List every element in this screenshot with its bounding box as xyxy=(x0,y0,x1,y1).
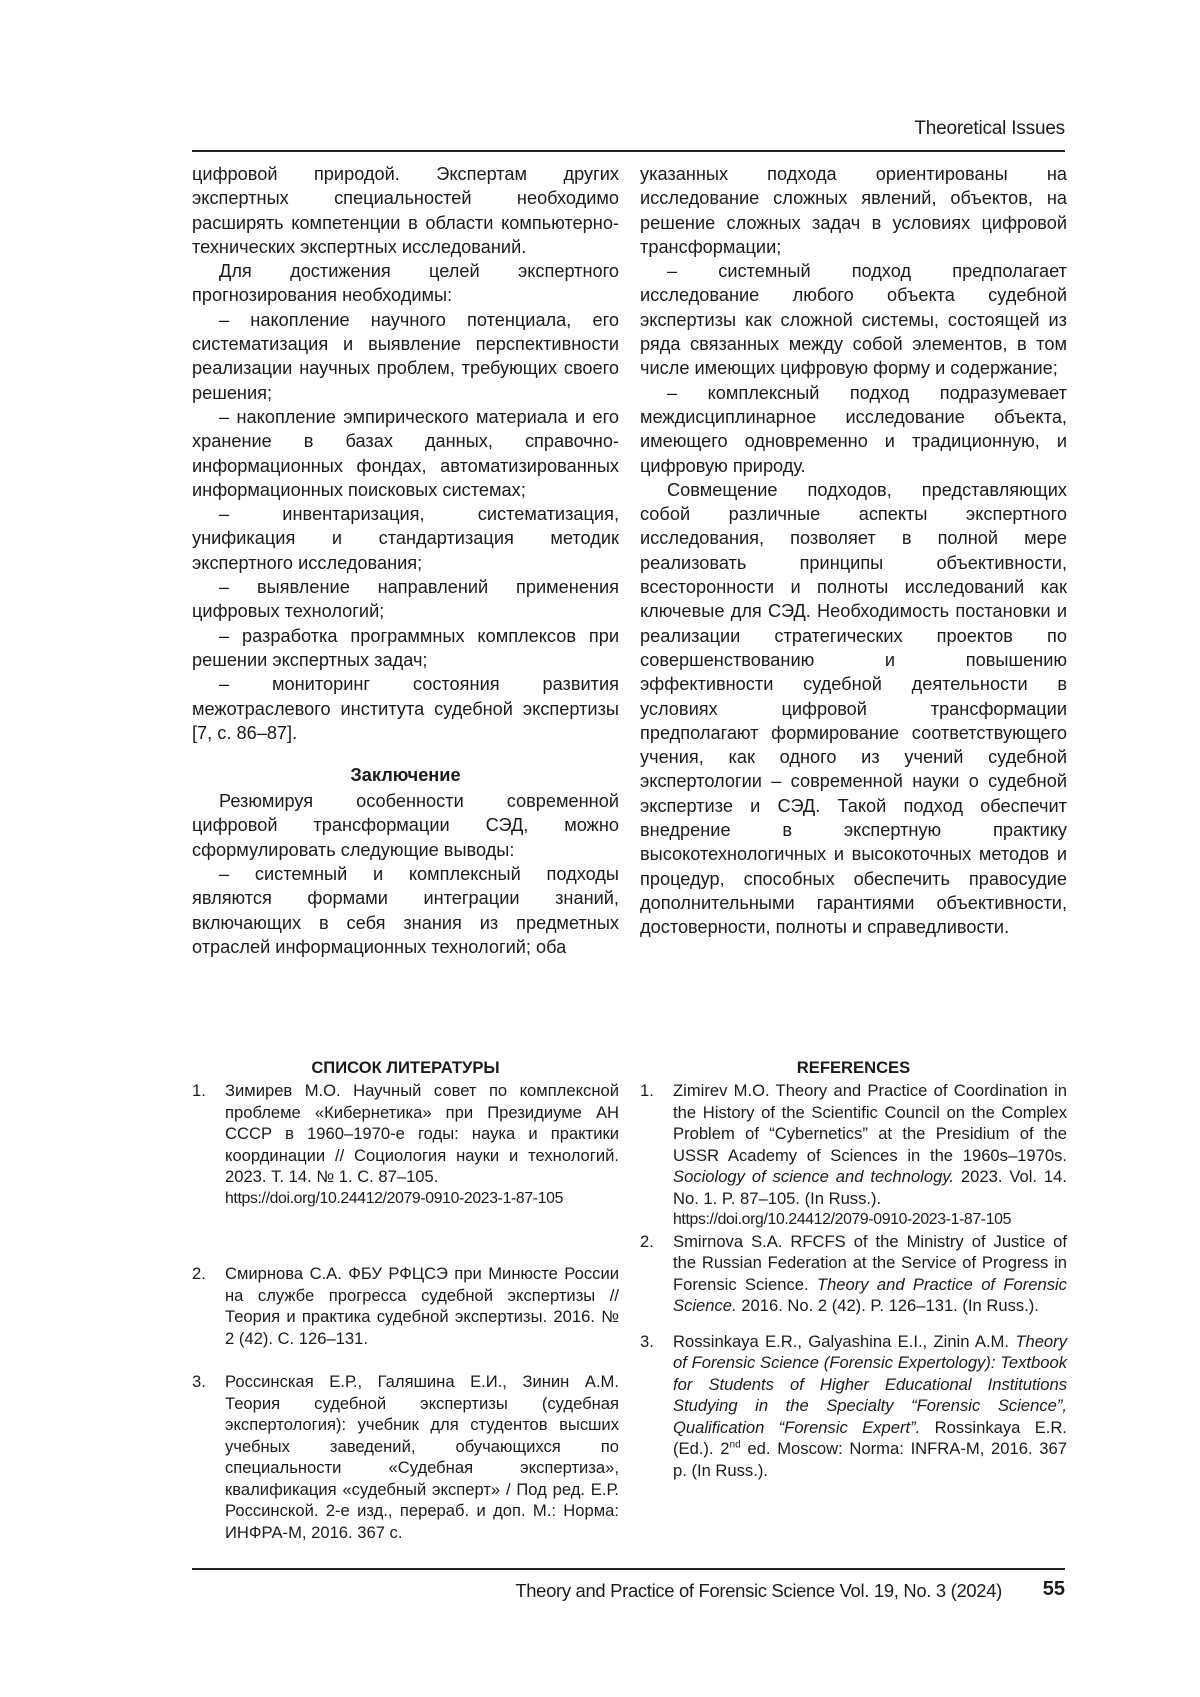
list-item: – системный подход предполагает исследование любого объекта судебной экспертизы как сложной системы, состоящей из ряда связанных между собой элементов, в том числе имеющих цифровую форму и содержание; xyxy=(640,261,1067,379)
doi-link[interactable]: https://doi.org/10.24412/2079-0910-2023-1-87-105 xyxy=(673,1211,1012,1228)
list-item: – инвентаризация, систематизация, унификация и стандартизация методик экспертного исследования; xyxy=(192,504,619,573)
paragraph: указанных подхода ориентированы на исследование сложных явлений, объектов, на решение сложных задач в условиях цифровой трансформации; xyxy=(640,164,1067,257)
reference-number: 1. xyxy=(640,1081,654,1100)
reference-text: Россинская Е.Р., Галяшина Е.И., Зинин А.М. Теория судебной экспертизы (судебная экспертология): учебник для студентов высших учебных заведений, обучающихся по специальности «Судебная экспертиза», квалификация «судебный эксперт» / Под ред. Е.Р. Россинской. 2-е изд., перераб. и доп. М.: Норма: ИНФРА-М, 2016. 367 с. xyxy=(225,1372,619,1542)
reference-item xyxy=(192,1263,619,1349)
list-item: – мониторинг состояния развития межотраслевого института судебной экспертизы [7, с. 86–87]. xyxy=(192,674,619,743)
journal-title: Sociology of science and technology. xyxy=(673,1167,954,1186)
paragraph: Для достижения целей экспертного прогнозирования необходимы: xyxy=(192,261,619,306)
list-item: – выявление направлений применения цифровых технологий; xyxy=(192,577,619,622)
reference-item xyxy=(640,1331,1067,1482)
doi-link[interactable]: https://doi.org/10.24412/2079-0910-2023-1-87-105 xyxy=(225,1189,564,1207)
page-number: 55 xyxy=(1042,1578,1065,1600)
references-en xyxy=(640,1057,1067,1481)
list-item: – разработка программных комплексов при решении экспертных задач; xyxy=(192,625,619,670)
reference-item xyxy=(192,1371,619,1543)
list-item: – накопление эмпирического материала и его хранение в базах данных, справочно-информационных фондах, автоматизированных информационных поисковых системах; xyxy=(192,406,619,500)
list-item: – системный и комплексный подходы являются формами интеграции знаний, включающих в себя знания из предметных отраслей информационных технологий; оба xyxy=(192,864,619,957)
footer-journal-title: Theory and Practice of Forensic Science Vol. 19, No. 3 (2024) xyxy=(515,1580,1002,1601)
running-head: Theoretical Issues xyxy=(914,118,1065,139)
book-title: Theory of Forensic Science (Forensic Expertology): Textbook for Students of Higher Educational Institutions Studying in the Specialty “Forensic Science”, Qualification “Forensic Expert”. xyxy=(673,1331,1067,1437)
reference-item xyxy=(192,1080,619,1209)
left-text-column xyxy=(192,162,619,959)
reference-text: Смирнова С.А. ФБУ РФЦСЭ при Минюсте России на службе прогресса судебной экспертизы // Теория и практика судебной экспертизы. 2016. № 2 (42). С. 126–131. xyxy=(225,1264,619,1348)
references-ru xyxy=(192,1057,619,1543)
conclusion-heading: Заключение xyxy=(350,765,461,786)
paragraph: Резюмируя особенности современной цифровой трансформации СЭД, можно сформулировать следующие выводы: xyxy=(192,791,619,860)
right-text-column xyxy=(640,162,1067,940)
reference-text: Zimirev M.O. Theory and Practice of Coordination in the History of the Scientific Council on the Complex Problem of “Cybernetics” at the Presidium of the USSR Academy of Sciences in the 1960s–1970s. Sociology of science and technology. 2023. Vol. 14. No. 1. P. 87–105. (In Russ.). xyxy=(673,1081,1067,1208)
header-divider xyxy=(192,150,1065,152)
footer-divider xyxy=(192,1568,1065,1570)
reference-text: Smirnova S.A. RFCFS of the Ministry of Justice of the Russian Federation at the Service of Progress in Forensic Science. Theory and Practice of Forensic Science. 2016. No. 2 (42). P. 126–131. (In Russ.). xyxy=(673,1231,1067,1315)
list-item: – комплексный подход подразумевает междисциплинарное исследование объекта, имеющего одновременно и традиционную, и цифровую природу. xyxy=(640,382,1067,476)
journal-title: Theory and Practice of Forensic Science. xyxy=(673,1274,1067,1315)
reference-number: 2. xyxy=(192,1264,206,1283)
reference-text: Rossinkaya E.R., Galyashina E.I., Zinin A.M. Theory of Forensic Science (Forensic Expertology): Textbook for Students of Higher Educational Institutions Studying in the Specialty “Forensic Science”, Qualification “Forensic Expert”. Rossinkaya E.R. (Ed.). 2nd ed. Moscow: Norma: INFRA-M, 2016. 367 p. (In Russ.). xyxy=(673,1331,1067,1480)
paragraph: Совмещение подходов, представляющих собой различные аспекты экспертного исследования, позволяет в полной мере реализовать принципы объективности, всесторонности и полноты исследований как ключевые для СЭД. Необходимость постановки и реализации стратегических проектов по совершенствованию и повышению эффективности судебной деятельности в условиях цифровой трансформации предполагают формирование соответствующего учения, как одного из учений судебной экспертологии – современной науки о судебной экспертизе и СЭД. Такой подход обеспечит внедрение в экспертную практику высокотехнологичных и высокоточных методов и процедур, способных обеспечить правосудие дополнительными гарантиями объективности, достоверности, полноты и справедливости. xyxy=(640,479,1067,938)
reference-number: 3. xyxy=(640,1331,654,1351)
references-heading: СПИСОК ЛИТЕРАТУРЫ xyxy=(311,1058,500,1077)
list-item: – накопление научного потенциала, его систематизация и выявление перспективности реализации научных проблем, требующих своего решения; xyxy=(192,309,619,403)
reference-number: 3. xyxy=(192,1372,206,1391)
reference-number: 1. xyxy=(192,1081,206,1100)
reference-item xyxy=(640,1080,1067,1231)
reference-number: 2. xyxy=(640,1231,654,1251)
reference-text: Зимирев М.О. Научный совет по комплексной проблеме «Кибернетика» при Президиуме АН СССР в 1960–1970-е годы: наука и практики координации // Социология науки и технологий. 2023. Т. 14. № 1. С. 87–105. xyxy=(225,1081,619,1186)
paragraph: цифровой природой. Экспертам других экспертных специальностей необходимо расширять компетенции в области компьютерно-технических экспертных исследований. xyxy=(192,164,619,257)
reference-item xyxy=(640,1231,1067,1317)
references-heading: REFERENCES xyxy=(796,1058,911,1077)
